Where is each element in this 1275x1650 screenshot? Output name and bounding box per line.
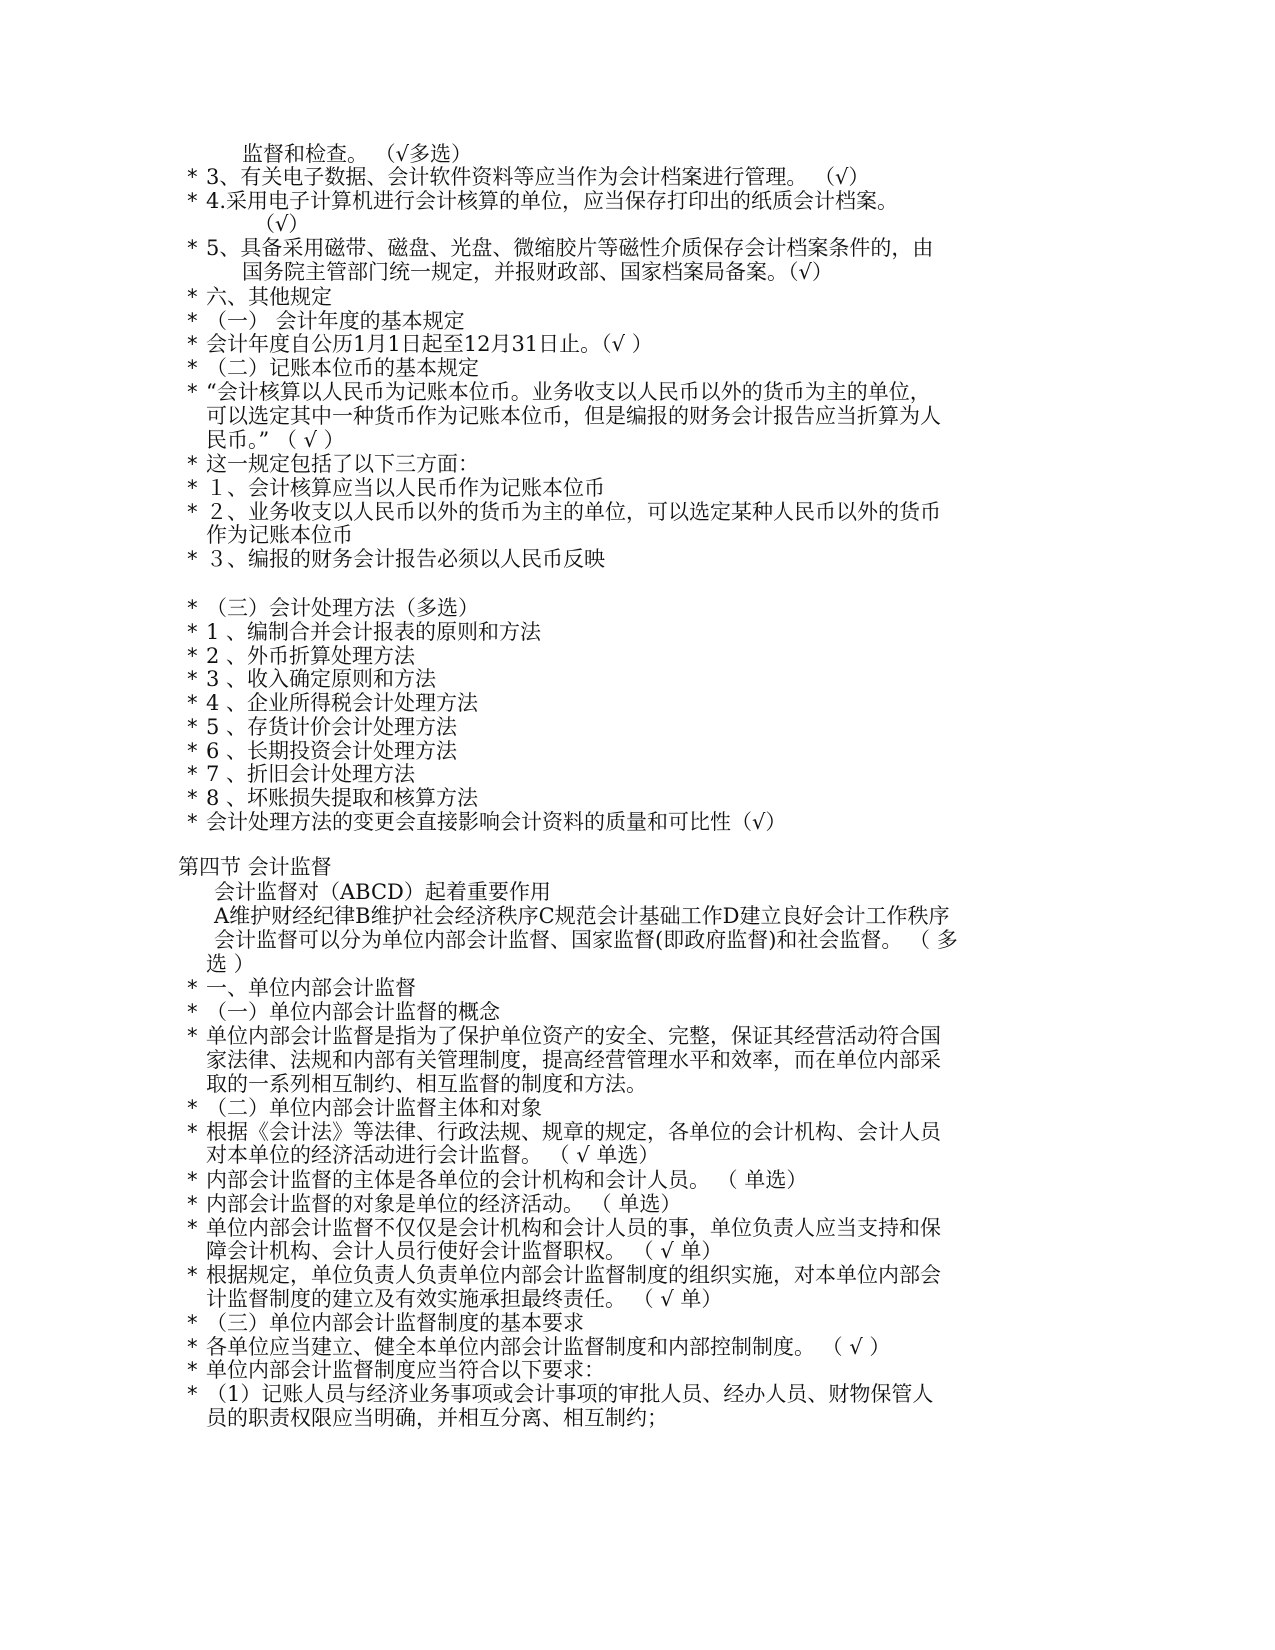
bullet-marker: * [186, 739, 199, 763]
text-line [0, 1048, 1275, 1072]
line-text: ２、业务收支以人民币以外的货币为主的单位，可以选定某种人民币以外的货币 [206, 500, 941, 524]
text-line [0, 212, 1275, 236]
line-text: 计监督制度的建立及有效实施承担最终责任。 （ √ 单） [206, 1287, 723, 1311]
line-text: 对本单位的经济活动进行会计监督。 （ √ 单选） [206, 1143, 660, 1167]
text-line [0, 1143, 1275, 1167]
line-text: （三）单位内部会计监督制度的基本要求 [206, 1311, 584, 1335]
text-line [0, 404, 1275, 428]
text-line [0, 904, 1275, 928]
line-text: 8 、坏账损失提取和核算方法 [206, 786, 479, 810]
line-text: 单位内部会计监督制度应当符合以下要求： [206, 1358, 605, 1382]
text-line [0, 691, 1275, 715]
text-line [0, 452, 1275, 476]
text-line [0, 260, 1275, 284]
line-text: 取的一系列相互制约、相互监督的制度和方法。 [206, 1072, 647, 1096]
bullet-marker: * [186, 644, 199, 668]
line-text: ３、编报的财务会计报告必须以人民币反映 [206, 547, 605, 571]
text-line [0, 1192, 1275, 1216]
bullet-marker: * [186, 189, 199, 213]
text-line [0, 380, 1275, 404]
line-text: １、会计核算应当以人民币作为记账本位币 [206, 476, 605, 500]
line-text: 各单位应当建立、健全本单位内部会计监督制度和内部控制制度。 （ √ ） [206, 1335, 891, 1359]
bullet-marker: * [186, 1382, 199, 1406]
text-line [0, 1216, 1275, 1240]
line-text: 6 、长期投资会计处理方法 [206, 739, 458, 763]
text-line [0, 1406, 1275, 1430]
line-text: 内部会计监督的对象是单位的经济活动。 （ 单选） [206, 1192, 682, 1216]
line-text: 作为记账本位币 [206, 523, 353, 547]
bullet-marker: * [186, 332, 199, 356]
line-text: 会计监督对（ABCD）起着重要作用 [214, 880, 551, 904]
bullet-marker: * [186, 1168, 199, 1192]
text-line [0, 476, 1275, 500]
line-text: 7 、折旧会计处理方法 [206, 762, 416, 786]
bullet-marker: * [186, 1192, 199, 1216]
text-line [0, 644, 1275, 668]
line-text: 4 、企业所得税会计处理方法 [206, 691, 479, 715]
line-text: （√） [254, 212, 310, 236]
line-text: 监督和检查。 （√多选） [242, 142, 473, 166]
text-line [0, 596, 1275, 620]
line-text: 一、单位内部会计监督 [206, 976, 416, 1000]
line-text: A维护财经纪律B维护社会经济秩序C规范会计基础工作D建立良好会计工作秩序 [214, 904, 950, 928]
bullet-marker: * [186, 500, 199, 524]
bullet-marker: * [186, 1000, 199, 1024]
text-line [0, 715, 1275, 739]
line-text: 2 、外币折算处理方法 [206, 644, 416, 668]
bullet-marker: * [186, 620, 199, 644]
line-text: 选 ） [206, 952, 255, 976]
line-text: 第四节 会计监督 [178, 855, 332, 879]
text-line [0, 1072, 1275, 1096]
line-text: （一） 会计年度的基本规定 [206, 309, 465, 333]
text-line [0, 880, 1275, 904]
text-line [0, 1024, 1275, 1048]
bullet-marker: * [186, 1358, 199, 1382]
text-line [0, 952, 1275, 976]
line-text: 会计处理方法的变更会直接影响会计资料的质量和可比性（√） [206, 810, 787, 834]
line-text: 会计监督可以分为单位内部会计监督、国家监督(即政府监督)和社会监督。 （ 多 [214, 928, 958, 952]
text-line [0, 739, 1275, 763]
text-line [0, 165, 1275, 189]
bullet-marker: * [186, 786, 199, 810]
text-line [0, 236, 1275, 260]
line-text: 5、具备采用磁带、磁盘、光盘、微缩胶片等磁性介质保存会计档案条件的，由 [206, 236, 934, 260]
text-line [0, 1168, 1275, 1192]
bullet-marker: * [186, 1335, 199, 1359]
text-line [0, 620, 1275, 644]
text-line [0, 500, 1275, 524]
text-line [0, 667, 1275, 691]
line-text: 国务院主管部门统一规定，并报财政部、国家档案局备案。（√） [242, 260, 833, 284]
text-line [0, 1239, 1275, 1263]
line-text: （一）单位内部会计监督的概念 [206, 1000, 500, 1024]
text-line [0, 523, 1275, 547]
line-text: 根据《会计法》等法律、行政法规、规章的规定，各单位的会计机构、会计人员 [206, 1120, 941, 1144]
text-line [0, 855, 1275, 879]
text-line [0, 976, 1275, 1000]
bullet-marker: * [186, 1024, 199, 1048]
bullet-marker: * [186, 715, 199, 739]
text-line [0, 285, 1275, 309]
bullet-marker: * [186, 667, 199, 691]
bullet-marker: * [186, 1263, 199, 1287]
line-text: 会计年度自公历1月1日起至12月31日止。（√ ） [206, 332, 653, 356]
bullet-marker: * [186, 165, 199, 189]
text-line [0, 189, 1275, 213]
text-line [0, 786, 1275, 810]
bullet-marker: * [186, 452, 199, 476]
text-line [0, 1096, 1275, 1120]
text-line [0, 1000, 1275, 1024]
text-line [0, 1358, 1275, 1382]
text-line [0, 332, 1275, 356]
text-line [0, 142, 1275, 166]
line-text: （三）会计处理方法（多选） [206, 596, 479, 620]
bullet-marker: * [186, 356, 199, 380]
line-text: 单位内部会计监督是指为了保护单位资产的安全、完整，保证其经营活动符合国 [206, 1024, 941, 1048]
bullet-marker: * [186, 976, 199, 1000]
text-line [0, 356, 1275, 380]
bullet-marker: * [186, 476, 199, 500]
text-line [0, 1287, 1275, 1311]
bullet-marker: * [186, 596, 199, 620]
text-line [0, 762, 1275, 786]
line-text: 单位内部会计监督不仅仅是会计机构和会计人员的事，单位负责人应当支持和保 [206, 1216, 941, 1240]
line-text: 3、有关电子数据、会计软件资料等应当作为会计档案进行管理。 （√） [206, 165, 870, 189]
line-text: 六、其他规定 [206, 285, 332, 309]
bullet-marker: * [186, 1096, 199, 1120]
text-line [0, 1382, 1275, 1406]
line-text: 4.采用电子计算机进行会计核算的单位，应当保存打印出的纸质会计档案。 [206, 189, 899, 213]
text-line [0, 309, 1275, 333]
bullet-marker: * [186, 1216, 199, 1240]
text-line [0, 1120, 1275, 1144]
line-text: 这一规定包括了以下三方面： [206, 452, 479, 476]
line-text: “会计核算以人民币为记账本位币。业务收支以人民币以外的货币为主的单位， [206, 380, 931, 404]
bullet-marker: * [186, 1311, 199, 1335]
text-line [0, 428, 1275, 452]
bullet-marker: * [186, 547, 199, 571]
line-text: 障会计机构、会计人员行使好会计监督职权。 （ √ 单） [206, 1239, 723, 1263]
line-text: 5 、存货计价会计处理方法 [206, 715, 458, 739]
line-text: 根据规定，单位负责人负责单位内部会计监督制度的组织实施，对本单位内部会 [206, 1263, 941, 1287]
text-line [0, 1311, 1275, 1335]
line-text: 内部会计监督的主体是各单位的会计机构和会计人员。 （ 单选） [206, 1168, 808, 1192]
bullet-marker: * [186, 309, 199, 333]
text-line [0, 1263, 1275, 1287]
bullet-marker: * [186, 691, 199, 715]
line-text: 3 、收入确定原则和方法 [206, 667, 437, 691]
line-text: 可以选定其中一种货币作为记账本位币，但是编报的财务会计报告应当折算为人 [206, 404, 941, 428]
text-line [0, 928, 1275, 952]
line-text: 员的职责权限应当明确，并相互分离、相互制约； [206, 1406, 668, 1430]
text-line [0, 547, 1275, 571]
line-text: 家法律、法规和内部有关管理制度，提高经营管理水平和效率，而在单位内部采 [206, 1048, 941, 1072]
bullet-marker: * [186, 380, 199, 404]
text-line [0, 1335, 1275, 1359]
bullet-marker: * [186, 285, 199, 309]
text-line [0, 810, 1275, 834]
line-text: （二）记账本位币的基本规定 [206, 356, 479, 380]
line-text: 民币。” （ √ ） [206, 428, 345, 452]
bullet-marker: * [186, 1120, 199, 1144]
bullet-marker: * [186, 762, 199, 786]
bullet-marker: * [186, 236, 199, 260]
line-text: （二）单位内部会计监督主体和对象 [206, 1096, 542, 1120]
bullet-marker: * [186, 810, 199, 834]
line-text: 1 、编制合并会计报表的原则和方法 [206, 620, 542, 644]
line-text: （1）记账人员与经济业务事项或会计事项的审批人员、经办人员、财物保管人 [206, 1382, 934, 1406]
